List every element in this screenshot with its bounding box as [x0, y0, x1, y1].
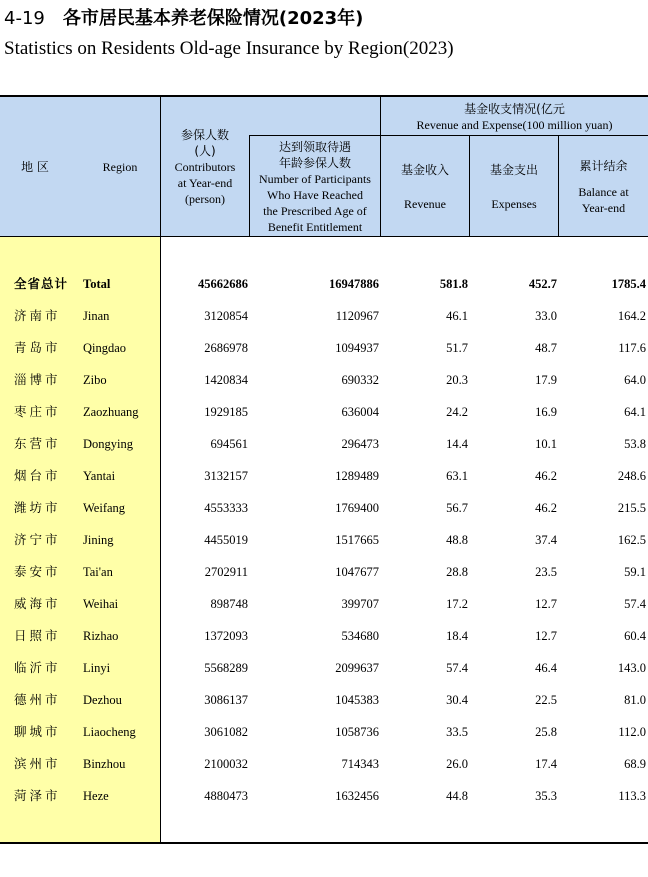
revenue-value: 28.8	[446, 565, 468, 579]
reached-age-value: 1045383	[335, 693, 379, 707]
revenue-value: 581.8	[439, 277, 468, 291]
region-name-en: Total	[83, 277, 111, 291]
reached-age-value: 714343	[341, 757, 379, 771]
expenses-value: 10.1	[535, 437, 557, 451]
contributors-value: 4455019	[204, 533, 248, 547]
revenue-value: 24.2	[446, 405, 468, 419]
contributors-value: 2686978	[204, 341, 248, 355]
revenue-value: 17.2	[446, 597, 468, 611]
balance-value: 248.6	[617, 469, 646, 483]
region-name-cn: 青岛市	[14, 340, 61, 355]
revenue-value: 63.1	[446, 469, 468, 483]
expenses-value: 452.7	[528, 277, 557, 291]
balance-value: 57.4	[624, 597, 646, 611]
region-name-cn: 淄博市	[14, 372, 61, 387]
expenses-value: 33.0	[535, 309, 557, 323]
table-row	[0, 364, 648, 396]
region-name-en: Liaocheng	[83, 725, 136, 739]
reached-age-value: 1632456	[335, 789, 379, 803]
region-name-en: Zaozhuang	[83, 405, 139, 419]
table-row	[0, 780, 648, 812]
reached-age-value: 1120967	[335, 309, 379, 323]
table-row	[0, 396, 648, 428]
expenses-value: 25.8	[535, 725, 557, 739]
region-name-en: Dezhou	[83, 693, 122, 707]
region-name-cn: 东营市	[14, 436, 61, 451]
total-row	[0, 268, 648, 300]
contributors-value: 694561	[210, 437, 248, 451]
contributors-value: 898748	[210, 597, 248, 611]
balance-value: 162.5	[617, 533, 646, 547]
contributors-value: 1929185	[204, 405, 248, 419]
revenue-value: 51.7	[446, 341, 468, 355]
table-header	[0, 97, 648, 236]
region-name-en: Zibo	[83, 373, 107, 387]
balance-value: 53.8	[624, 437, 646, 451]
region-name-cn: 济宁市	[14, 532, 61, 547]
title-cn-text: 各市居民基本养老保险情况(2023年)	[62, 8, 364, 29]
reached-age-value: 296473	[341, 437, 379, 451]
region-name-cn: 滨州市	[14, 756, 61, 771]
contributors-value: 2100032	[204, 757, 248, 771]
revenue-value: 46.1	[446, 309, 468, 323]
contributors-value: 3132157	[204, 469, 248, 483]
balance-value: 64.0	[624, 373, 646, 387]
balance-value: 112.0	[618, 725, 646, 739]
expenses-value: 16.9	[535, 405, 557, 419]
region-name-en: Linyi	[83, 661, 111, 675]
revenue-value: 14.4	[446, 437, 468, 451]
region-name-cn: 泰安市	[14, 564, 61, 579]
table-row	[0, 556, 648, 588]
table-row	[0, 300, 648, 332]
balance-value: 215.5	[617, 501, 646, 515]
region-name-cn: 威海市	[14, 596, 61, 611]
reached-age-value: 1517665	[335, 533, 379, 547]
header-divider	[380, 135, 648, 136]
contributors-value: 4880473	[204, 789, 248, 803]
region-name-en: Jinan	[83, 309, 110, 323]
contributors-value: 2702911	[204, 565, 248, 579]
region-name-cn: 潍坊市	[14, 500, 61, 515]
reached-age-value: 1047677	[335, 565, 379, 579]
table-title-en: Statistics on Residents Old-age Insurance by Region(2023)	[4, 38, 454, 59]
expenses-value: 48.7	[535, 341, 557, 355]
region-name-cn: 日照市	[14, 628, 61, 643]
contributors-value: 1372093	[204, 629, 248, 643]
table-row	[0, 428, 648, 460]
expenses-value: 46.4	[535, 661, 557, 675]
header-divider	[249, 135, 380, 136]
table-number: 4-19	[4, 8, 45, 29]
balance-header: 累计结余 Balance at Year-end	[578, 159, 629, 215]
table-row	[0, 748, 648, 780]
table-row	[0, 492, 648, 524]
balance-value: 68.9	[624, 757, 646, 771]
expenses-value: 23.5	[535, 565, 557, 579]
expenses-value: 12.7	[535, 629, 557, 643]
reached-age-value: 1289489	[335, 469, 379, 483]
region-name-cn: 济南市	[14, 308, 61, 323]
table-row	[0, 620, 648, 652]
reached-age-header: 达到领取待遇 年龄参保人数 Number of Participants Who Have Reached the Prescribed Age of Benefit Entitlement	[259, 139, 371, 234]
region-name-cn: 聊城市	[14, 724, 61, 739]
reached-age-value: 16947886	[329, 277, 379, 291]
balance-value: 164.2	[617, 309, 646, 323]
balance-value: 143.0	[617, 661, 646, 675]
expenses-value: 46.2	[535, 469, 557, 483]
balance-value: 60.4	[624, 629, 646, 643]
revenue-value: 44.8	[446, 789, 468, 803]
table-bottom-rule	[0, 842, 648, 844]
revenue-value: 48.8	[446, 533, 468, 547]
table-row	[0, 716, 648, 748]
region-name-en: Dongying	[83, 437, 133, 451]
contributors-header: 参保人数 (人) Contributors at Year-end (person)	[174, 128, 236, 206]
contributors-value: 3120854	[204, 309, 248, 323]
revenue-header: 基金收入 Revenue	[400, 163, 449, 211]
reached-age-value: 534680	[341, 629, 379, 643]
revenue-value: 33.5	[446, 725, 468, 739]
table-row	[0, 332, 648, 364]
fund-header: 基金收支情况(亿元 Revenue and Expense(100 million yuan)	[416, 102, 613, 132]
table-row	[0, 460, 648, 492]
region-name-en: Weihai	[83, 597, 119, 611]
region-name-en: Yantai	[83, 469, 116, 483]
balance-value: 1785.4	[611, 277, 646, 291]
contributors-value: 1420834	[204, 373, 248, 387]
expenses-value: 37.4	[535, 533, 557, 547]
expenses-header: 基金支出 Expenses	[489, 163, 538, 211]
expenses-value: 12.7	[535, 597, 557, 611]
region-name-cn: 枣庄市	[14, 404, 61, 419]
balance-value: 59.1	[624, 565, 646, 579]
region-name-cn: 菏泽市	[14, 788, 61, 803]
table-row	[0, 588, 648, 620]
contributors-value: 45662686	[198, 277, 248, 291]
region-name-en: Heze	[83, 789, 109, 803]
balance-value: 113.3	[618, 789, 646, 803]
revenue-value: 56.7	[446, 501, 468, 515]
region-name-en: Tai'an	[83, 565, 113, 579]
table-row	[0, 524, 648, 556]
balance-value: 117.6	[618, 341, 646, 355]
revenue-value: 30.4	[446, 693, 468, 707]
reached-age-value: 2099637	[335, 661, 379, 675]
revenue-value: 26.0	[446, 757, 468, 771]
region-header-en: Region	[102, 160, 138, 174]
region-name-en: Weifang	[83, 501, 126, 515]
balance-value: 64.1	[624, 405, 646, 419]
reached-age-value: 399707	[341, 597, 379, 611]
expenses-value: 17.9	[535, 373, 557, 387]
region-name-en: Binzhou	[83, 757, 126, 771]
contributors-value: 3086137	[204, 693, 248, 707]
region-name-cn: 临沂市	[14, 660, 61, 675]
table-row	[0, 684, 648, 716]
region-header-cn: 地 区	[21, 160, 49, 174]
expenses-value: 17.4	[535, 757, 557, 771]
region-name-cn: 全省总计	[14, 276, 69, 291]
region-name-en: Rizhao	[83, 629, 119, 643]
table-title-cn	[4, 4, 363, 30]
region-name-cn: 烟台市	[14, 468, 61, 483]
reached-age-value: 636004	[341, 405, 379, 419]
revenue-value: 20.3	[446, 373, 468, 387]
contributors-value: 4553333	[204, 501, 248, 515]
revenue-value: 57.4	[446, 661, 468, 675]
reached-age-value: 1769400	[335, 501, 379, 515]
balance-value: 81.0	[624, 693, 646, 707]
expenses-value: 35.3	[535, 789, 557, 803]
expenses-value: 22.5	[535, 693, 557, 707]
region-name-cn: 德州市	[14, 692, 61, 707]
region-name-en: Jining	[83, 533, 114, 547]
table-row	[0, 652, 648, 684]
reached-age-value: 1094937	[335, 341, 379, 355]
reached-age-value: 690332	[341, 373, 379, 387]
expenses-value: 46.2	[535, 501, 557, 515]
revenue-value: 18.4	[446, 629, 468, 643]
contributors-value: 5568289	[204, 661, 248, 675]
reached-age-value: 1058736	[335, 725, 379, 739]
region-name-en: Qingdao	[83, 341, 127, 355]
contributors-value: 3061082	[204, 725, 248, 739]
